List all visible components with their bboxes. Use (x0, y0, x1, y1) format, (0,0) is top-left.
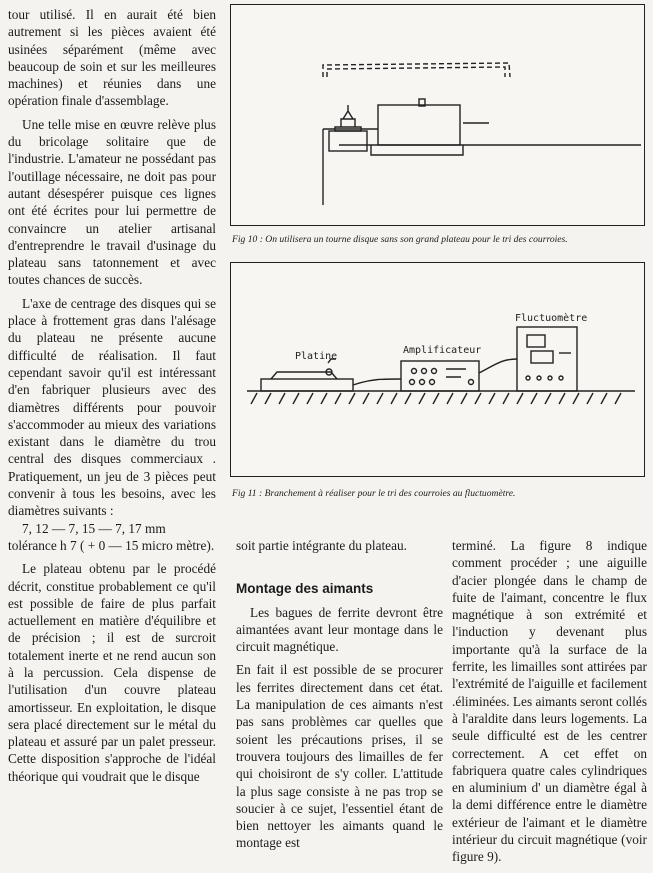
section-heading: Montage des aimants (236, 581, 374, 597)
middle-paragraph-1: soit partie intégrante du plateau. (236, 538, 407, 553)
figure-10-caption: Fig 10 : On utilisera un tourne disque sans son grand plateau pour le tri des courroies. (232, 234, 568, 245)
figure-11-drawing (231, 263, 644, 476)
left-column (8, 6, 216, 785)
figure-11-frame (230, 262, 645, 477)
left-paragraph-3-text: L'axe de centrage des disques qui se place à frottement gras dans l'alésage du plateau ne présente aucune difficulté de réalisation. Il faut cependant savoir qu'il est intéressant d'en fabriquer plusieurs avec des diamètres différents pour pouvoir s'accommoder au mieux des variations existant dans le diamètre du trou central des disques commerciaux . Pratiquement, un jeu de 3 pièces peut convenir à tous les besoins, avec les diamètres suivants : (8, 295, 216, 519)
right-paragraph-1: terminé. La figure 8 indique comment procéder ; une aiguille d'acier plongée dans le champ de fuite de l'aimant, concentre le flux magnétique à son extrémité et l'induction y devenant plus importante qu'à la surface de la ferrite, les limailles sont attirées par l'extrémité de l'aiguille et facilement .éliminées. Les aimants seront collés à l'araldite dans leurs logements. La seule difficulté est de les centrer correctement. A cet effet on fabriquera quatre cales cylindriques en aluminium d' un diamètre égal à la demi différence entre le diamètre extérieur de l'aimant et le diamètre intérieur du circuit magnétique (voir figure 9). (452, 538, 647, 865)
left-paragraph-1: tour utilisé. Il en aurait été bien autrement si les pièces avaient été usinées séparément (même avec beaucoup de soin et sur les meilleures machines) et réunies dans une opération finale d'assemblage. (8, 7, 216, 109)
figure-10-frame (230, 4, 645, 226)
left-paragraph-3 (8, 295, 216, 554)
diameter-values: 7, 12 — 7, 15 — 7, 17 mm tolérance h 7 ( + 0 — 15 micro mètre). (8, 520, 215, 553)
middle-paragraph-2: Les bagues de ferrite devront être aimantées avant leur montage dans le circuit magnétique. (236, 604, 443, 655)
label-amplificateur: Amplificateur (403, 345, 482, 356)
left-paragraph-4: Le plateau obtenu par le procédé décrit, constitue probablement ce qu'il est possible de faire de plus parfait actuellement en matière d'équilibre et de précision ; il est de surcroit totalement inerte et ne rend aucun son à la percussion. Cela dispense de l'utilisation d'un couvre plateau amortisseur. En exploitation, le disque sera placé directement sur le métal du plateau et assuré par un palet presseur. Cette disposition s'approche de l'idéal théorique qui voudrait que le disque (8, 561, 216, 784)
right-column (452, 537, 647, 866)
middle-column (236, 537, 443, 852)
label-platine: Platine (295, 351, 338, 362)
label-fluctuometre: Fluctuomètre (515, 313, 588, 324)
figure-11-caption: Fig 11 : Branchement à réaliser pour le tri des courroies au fluctuomètre. (232, 488, 516, 499)
figure-10-drawing (231, 5, 644, 225)
left-paragraph-2: Une telle mise en œuvre relève plus du bricolage solitaire que de l'industrie. L'amateur ne possédant pas l'outillage nécessaire, ne doit pas pour autant désespérer puisque ces lignes ont été écrites pour lui permettre de convaincre un atelier artisanal d'entreprendre le travail d'usinage du plateau sans tatonnement et avec toutes chances de succès. (8, 116, 216, 288)
middle-paragraph-3: En fait il est possible de se procurer les ferrites directement dans cet état. La manipulation de ces aimants n'est pas sans problèmes car quelles que soient les précautions prises, il se trouvera toujours des limailles de fer qui choisiront de s'y coller. L'attitude la plus sage consiste à ne pas trop se soucier à ce sujet, l'essentiel étant de bien nettoyer les aimants quand le montage est (236, 662, 443, 851)
